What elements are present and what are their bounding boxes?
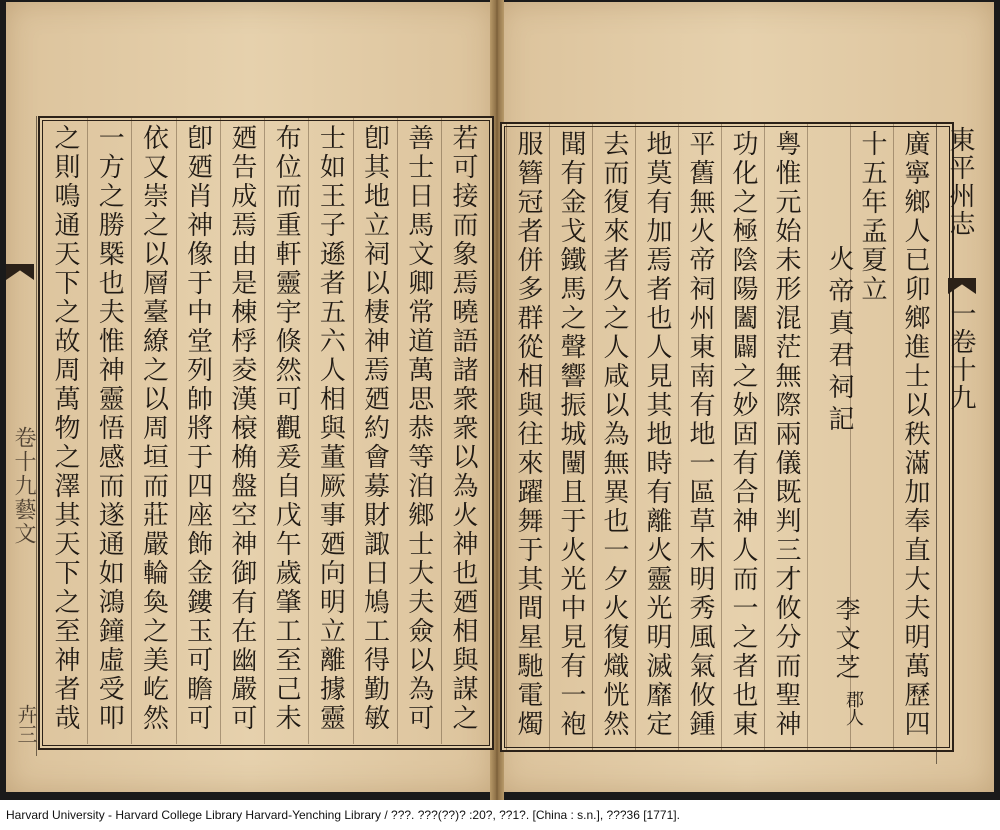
text-column: 善士日馬文卿常道萬思恭等洎鄉士大夫僉以為可 — [397, 118, 440, 744]
book-title-banxin: 東平州志 — [945, 126, 975, 238]
text-column: 之則鳴通天下之故周萬物之澤其天下之至神者哉 — [50, 124, 80, 733]
essay-title: 火帝真君祠記 — [824, 245, 854, 437]
text-column: 平舊無火帝祠州東南有地一區草木明秀風氣攸鍾 — [678, 124, 721, 750]
right-banxin — [936, 124, 981, 764]
text-column: 服簪冠者併多群從相與往來躍舞于其間星馳電燭 — [506, 124, 549, 750]
text-column: 布位而重軒靈宇倏然可觀爰自戊午歲肇工至己未 — [264, 118, 307, 744]
text-column: 卽廼肖神像于中堂列帥將于四座飾金鏤玉可瞻可 — [176, 118, 219, 744]
text-column: 去而復來者久之人咸以為無異也一夕火復熾恍然 — [592, 124, 635, 750]
text-column: 廣寧鄉人已卯鄉進士以秩滿加奉直大夫明萬歷四 — [893, 124, 936, 750]
text-column: 十五年孟夏立 — [850, 124, 893, 750]
text-column: 依又崇之以層臺繚之以周垣而莊嚴輪奐之美屹然 — [131, 118, 174, 744]
left-banxin — [6, 116, 37, 756]
text-column: 廼告成焉由是棟桴夌漢榱桷盤空神御有在幽嚴可 — [220, 118, 263, 744]
text-column: 一方之勝槩也夫惟神靈悟感而遂通如鴻鐘虛受叩 — [87, 118, 130, 744]
essay-author: 李文芝 — [832, 596, 861, 683]
text-column: 聞有金戈鐵馬之聲響振城闉且于火光中見有一袍 — [549, 124, 592, 750]
folio-number: 𠦄三 — [14, 704, 38, 744]
author-note: 郡人 — [843, 690, 864, 726]
banxin-juan-label: 一卷十九 — [946, 300, 976, 412]
left-text-columns — [44, 118, 484, 744]
left-banxin-label: 卷十九藝文 — [11, 426, 36, 546]
right-text-columns — [506, 124, 936, 748]
text-column: 若可接而象焉曉語諸衆衆以為火神也廼相與謀之 — [441, 118, 484, 744]
text-column: 地莫有加焉者也人見其地時有離火靈光明滅靡定 — [635, 124, 678, 750]
text-column: 功化之極陰陽闔闢之妙固有合神人而一之者也東 — [721, 124, 764, 750]
text-column: 士如王子遜者五六人相與董厥事廼向明立離據靈 — [308, 118, 351, 744]
image-caption: Harvard University - Harvard College Library Harvard-Yenching Library / ???. ???(??)? :20?, ??1?. [China : s.n.], ???36 [1771]. — [0, 800, 1000, 830]
text-column: 卽其地立祠以棲神焉廼約會募財諏日鳩工得勤敏 — [353, 118, 396, 744]
text-column: 粤惟元始未形混茫無際兩儀既判三才攸分而聖神 — [764, 124, 807, 750]
